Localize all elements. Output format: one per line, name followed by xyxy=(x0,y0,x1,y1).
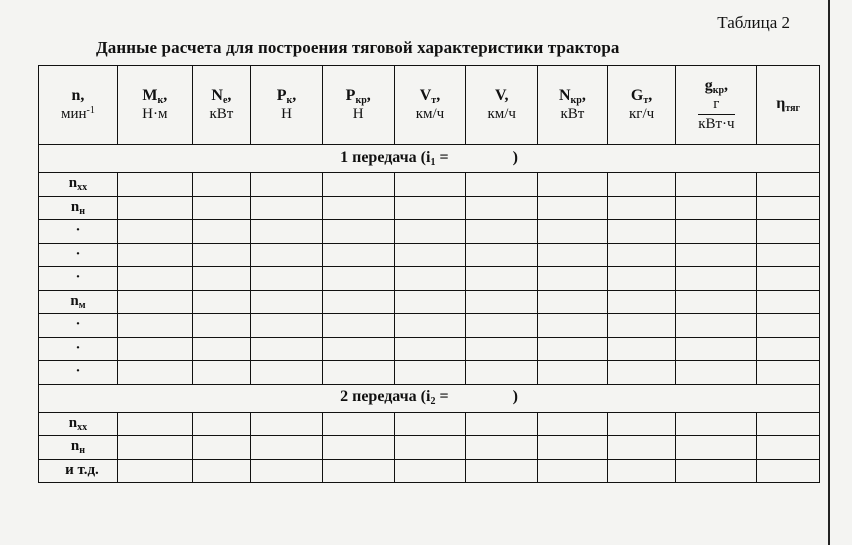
table-cell xyxy=(192,436,250,460)
row-label: $n_н$ xyxy=(39,196,118,220)
table-cell xyxy=(117,267,192,291)
row-label: · xyxy=(39,243,118,267)
table-row xyxy=(39,412,820,436)
table-cell xyxy=(607,220,676,244)
table-cell xyxy=(251,173,323,197)
section2-heading: 2 передача ($i_2$ = ) xyxy=(39,384,820,412)
table-cell xyxy=(117,290,192,314)
col-ne: $N_е$, кВт xyxy=(192,66,250,145)
table-cell xyxy=(757,436,820,460)
col-gkr: $g_{кр}$, $\frac{г}{\text{кВт·ч}}$ xyxy=(676,66,757,145)
table-cell xyxy=(607,243,676,267)
table-cell xyxy=(322,337,394,361)
table-cell xyxy=(251,220,323,244)
section1-heading: 1 передача ($i_1$ = ) xyxy=(39,145,820,173)
table-cell xyxy=(757,290,820,314)
table-cell xyxy=(466,220,538,244)
col-nkr: $N_{кр}$, кВт xyxy=(538,66,608,145)
table-row xyxy=(39,196,820,220)
table-cell xyxy=(466,196,538,220)
table-cell xyxy=(676,412,757,436)
table-cell xyxy=(607,314,676,338)
table-cell xyxy=(192,173,250,197)
table-cell xyxy=(117,173,192,197)
unit-fraction: $\frac{г}{\text{кВт·ч}}$ xyxy=(698,96,735,132)
table-cell xyxy=(466,290,538,314)
table-cell xyxy=(322,412,394,436)
table-cell xyxy=(251,267,323,291)
table-cell xyxy=(607,267,676,291)
table-cell xyxy=(394,412,466,436)
table-cell xyxy=(607,337,676,361)
table-cell xyxy=(538,361,608,385)
table-cell xyxy=(757,196,820,220)
table-cell xyxy=(394,173,466,197)
row-label: · xyxy=(39,314,118,338)
table-cell xyxy=(757,459,820,483)
table-row xyxy=(39,290,820,314)
table-row xyxy=(39,267,820,291)
table-cell xyxy=(117,459,192,483)
table-cell xyxy=(676,314,757,338)
table-cell xyxy=(322,361,394,385)
table-cell xyxy=(676,459,757,483)
table-cell xyxy=(394,220,466,244)
table-cell xyxy=(607,173,676,197)
section2-row xyxy=(39,384,820,412)
table-cell xyxy=(676,337,757,361)
table-cell xyxy=(192,337,250,361)
table-cell xyxy=(192,196,250,220)
table-cell xyxy=(466,173,538,197)
table-cell xyxy=(676,243,757,267)
table-cell xyxy=(394,196,466,220)
table-cell xyxy=(192,412,250,436)
table-cell xyxy=(394,361,466,385)
table-cell xyxy=(322,314,394,338)
table-row xyxy=(39,436,820,460)
table-cell xyxy=(394,314,466,338)
table-cell xyxy=(607,361,676,385)
traction-data-table xyxy=(38,65,820,483)
table-cell xyxy=(251,314,323,338)
col-mk: $M_к$, Н·м xyxy=(117,66,192,145)
table-cell xyxy=(466,436,538,460)
table-row xyxy=(39,337,820,361)
table-cell xyxy=(322,173,394,197)
table-cell xyxy=(251,459,323,483)
table-cell xyxy=(192,459,250,483)
table-cell xyxy=(757,337,820,361)
table-cell xyxy=(466,361,538,385)
table-cell xyxy=(757,243,820,267)
col-v: V, км/ч xyxy=(466,66,538,145)
table-cell xyxy=(676,267,757,291)
right-margin-line xyxy=(828,0,830,545)
table-cell xyxy=(757,361,820,385)
table-cell xyxy=(538,337,608,361)
table-cell xyxy=(192,361,250,385)
table-cell xyxy=(607,290,676,314)
table-row xyxy=(39,314,820,338)
table-cell xyxy=(538,267,608,291)
table-cell xyxy=(607,196,676,220)
row-label: $n_м$ xyxy=(39,290,118,314)
table-cell xyxy=(192,243,250,267)
col-n: n, мин$^{-1}$ xyxy=(39,66,118,145)
table-cell xyxy=(394,290,466,314)
table-cell xyxy=(251,196,323,220)
table-cell xyxy=(466,459,538,483)
table-cell xyxy=(322,267,394,291)
table-cell xyxy=(192,220,250,244)
table-cell xyxy=(192,290,250,314)
table-cell xyxy=(117,412,192,436)
table-cell xyxy=(117,337,192,361)
table-cell xyxy=(394,436,466,460)
row-label: · xyxy=(39,220,118,244)
table-row xyxy=(39,220,820,244)
table-cell xyxy=(538,173,608,197)
table-cell xyxy=(192,314,250,338)
row-label: и т.д. xyxy=(39,459,118,483)
table-cell xyxy=(607,412,676,436)
table-cell xyxy=(394,459,466,483)
row-label: $n_{хх}$ xyxy=(39,412,118,436)
table-cell xyxy=(466,412,538,436)
table-cell xyxy=(192,267,250,291)
table-cell xyxy=(538,196,608,220)
table-cell xyxy=(394,267,466,291)
table-cell xyxy=(676,220,757,244)
col-pkr: $P_{кр}$, Н xyxy=(322,66,394,145)
table-cell xyxy=(676,361,757,385)
table-cell xyxy=(322,459,394,483)
table-cell xyxy=(757,173,820,197)
table-label: Таблица 2 xyxy=(717,13,790,32)
table-cell xyxy=(538,243,608,267)
table-cell xyxy=(676,196,757,220)
table-cell xyxy=(757,220,820,244)
table-row xyxy=(39,243,820,267)
table-cell xyxy=(466,337,538,361)
table-row xyxy=(39,173,820,197)
table-cell xyxy=(251,361,323,385)
table-cell xyxy=(757,314,820,338)
row-label: · xyxy=(39,267,118,291)
header-row xyxy=(39,66,820,145)
row-label: · xyxy=(39,361,118,385)
col-vt: $V_т$, км/ч xyxy=(394,66,466,145)
table-cell xyxy=(322,290,394,314)
table-cell xyxy=(607,436,676,460)
table-cell xyxy=(538,314,608,338)
table-row xyxy=(39,361,820,385)
table-cell xyxy=(117,361,192,385)
table-cell xyxy=(466,267,538,291)
table-cell xyxy=(676,290,757,314)
row-label: $n_{хх}$ xyxy=(39,173,118,197)
table-cell xyxy=(251,290,323,314)
table-cell xyxy=(251,243,323,267)
table-cell xyxy=(322,220,394,244)
table-cell xyxy=(394,243,466,267)
table-cell xyxy=(538,412,608,436)
table-cell xyxy=(676,173,757,197)
table-cell xyxy=(117,436,192,460)
col-eta: $\eta_{тяг}$ xyxy=(757,66,820,145)
table-cell xyxy=(117,220,192,244)
table-cell xyxy=(538,290,608,314)
section1-row xyxy=(39,145,820,173)
table-cell xyxy=(676,436,757,460)
table-cell xyxy=(538,436,608,460)
table-cell xyxy=(538,459,608,483)
table-cell xyxy=(607,459,676,483)
row-label: $n_н$ xyxy=(39,436,118,460)
table-cell xyxy=(322,243,394,267)
table-cell xyxy=(322,196,394,220)
table-cell xyxy=(466,314,538,338)
table-row xyxy=(39,459,820,483)
table-cell xyxy=(757,267,820,291)
table-cell xyxy=(538,220,608,244)
table-cell xyxy=(394,337,466,361)
row-label: · xyxy=(39,337,118,361)
table-cell xyxy=(322,436,394,460)
table-title: Данные расчета для построения тяговой характеристики трактора xyxy=(96,38,620,57)
table-cell xyxy=(757,412,820,436)
col-pk: $P_к$, Н xyxy=(251,66,323,145)
table-cell xyxy=(117,314,192,338)
col-gt: $G_т$, кг/ч xyxy=(607,66,676,145)
table-cell xyxy=(251,412,323,436)
table-cell xyxy=(466,243,538,267)
table-cell xyxy=(117,196,192,220)
table-cell xyxy=(117,243,192,267)
table-cell xyxy=(251,436,323,460)
table-cell xyxy=(251,337,323,361)
